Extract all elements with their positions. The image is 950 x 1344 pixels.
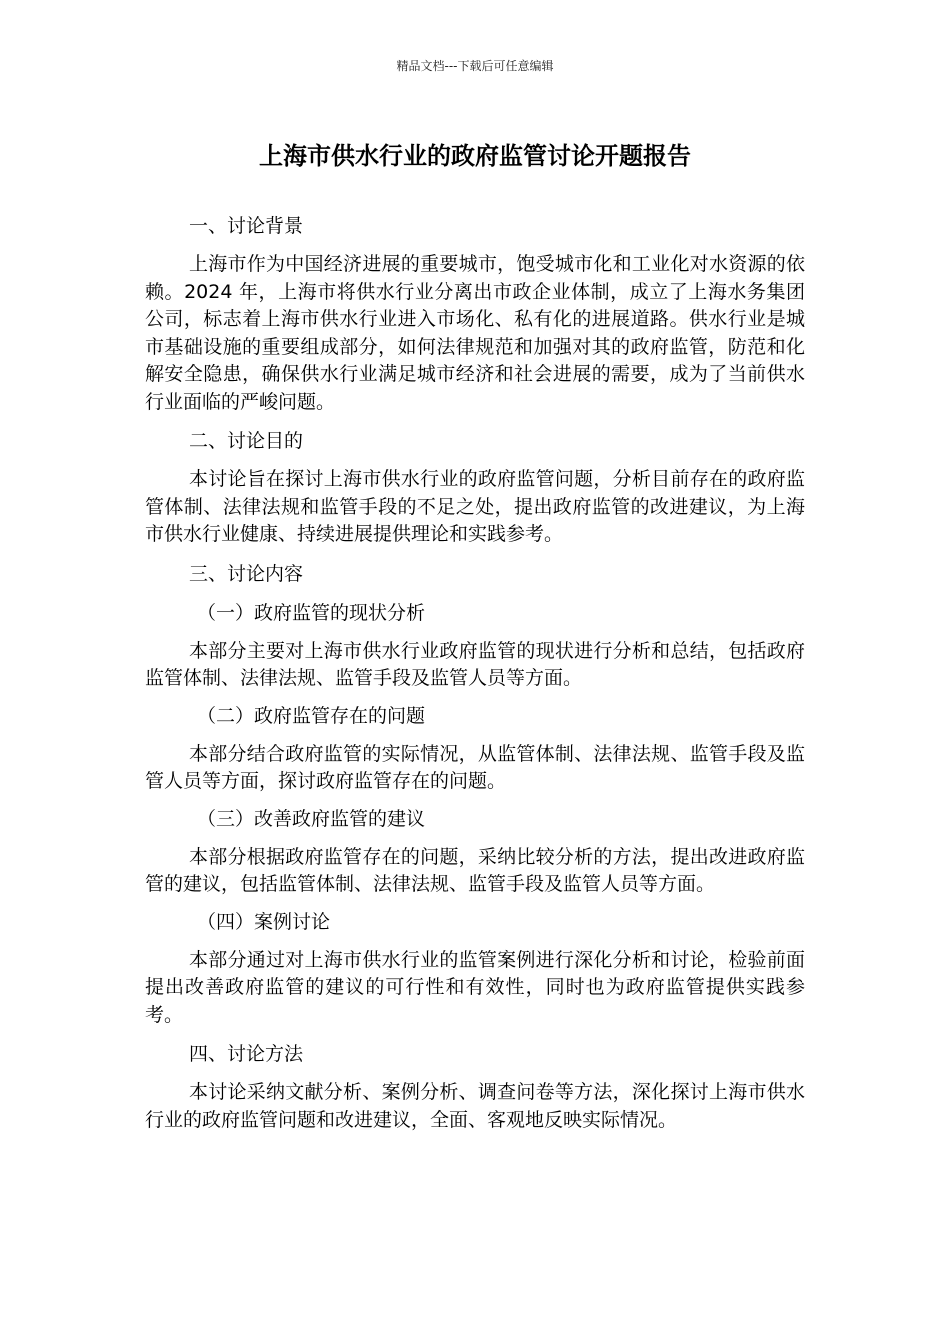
subsection-paragraph-problems: 本部分结合政府监管的实际情况，从监管体制、法律法规、监管手段及监管人员等方面，探讨政府监管存在的问题。 (145, 742, 805, 792)
section-paragraph-purpose: 本讨论旨在探讨上海市供水行业的政府监管问题，分析目前存在的政府监管体制、法律法规和监管手段的不足之处，提出政府监管的改进建议，为上海市供水行业健康、持续进展提供理论和实践参考。 (145, 468, 805, 545)
page-header: 精品文档---下载后可任意编辑 (396, 59, 554, 73)
document-title: 上海市供水行业的政府监管讨论开题报告 (259, 142, 691, 170)
section-paragraph-methods: 本讨论采纳文献分析、案例分析、调查问卷等方法，深化探讨上海市供水行业的政府监管问题和改进建议，全面、客观地反映实际情况。 (145, 1081, 805, 1131)
subsection-heading-case-study: （四）案例讨论 (197, 910, 331, 933)
section-heading-content: 三、讨论内容 (189, 562, 304, 585)
subsection-paragraph-suggestions: 本部分根据政府监管存在的问题，采纳比较分析的方法，提出改进政府监管的建议，包括监管体制、法律法规、监管手段及监管人员等方面。 (145, 845, 805, 895)
subsection-heading-problems: （二）政府监管存在的问题 (197, 704, 426, 727)
subsection-paragraph-case-study: 本部分通过对上海市供水行业的监管案例进行深化分析和讨论，检验前面提出改善政府监管的建议的可行性和有效性，同时也为政府监管提供实践参考。 (145, 948, 805, 1026)
section-paragraph-background: 上海市作为中国经济进展的重要城市，饱受城市化和工业化对水资源的依赖。2024 年，上海市将供水行业分离出市政企业体制，成立了上海水务集团公司，标志着上海市供水行业进入市场化、私有化的进展道路。供水行业是城市基础设施的重要组成部分，如何法律规范和加强对其的政府监管，防范和化解安全隐患，确保供水行业满足城市经济和社会进展的需要，成为了当前供水行业面临的严峻问题。 (145, 253, 805, 413)
subsection-heading-status: （一）政府监管的现状分析 (197, 601, 426, 624)
subsection-heading-suggestions: （三）改善政府监管的建议 (197, 807, 426, 830)
subsection-paragraph-status: 本部分主要对上海市供水行业政府监管的现状进行分析和总结，包括政府监管体制、法律法规、监管手段及监管人员等方面。 (145, 639, 805, 689)
section-heading-methods: 四、讨论方法 (189, 1043, 304, 1065)
section-heading-purpose: 二、讨论目的 (189, 430, 304, 452)
document-body (145, 212, 805, 1134)
section-heading-background: 一、讨论背景 (189, 215, 304, 237)
